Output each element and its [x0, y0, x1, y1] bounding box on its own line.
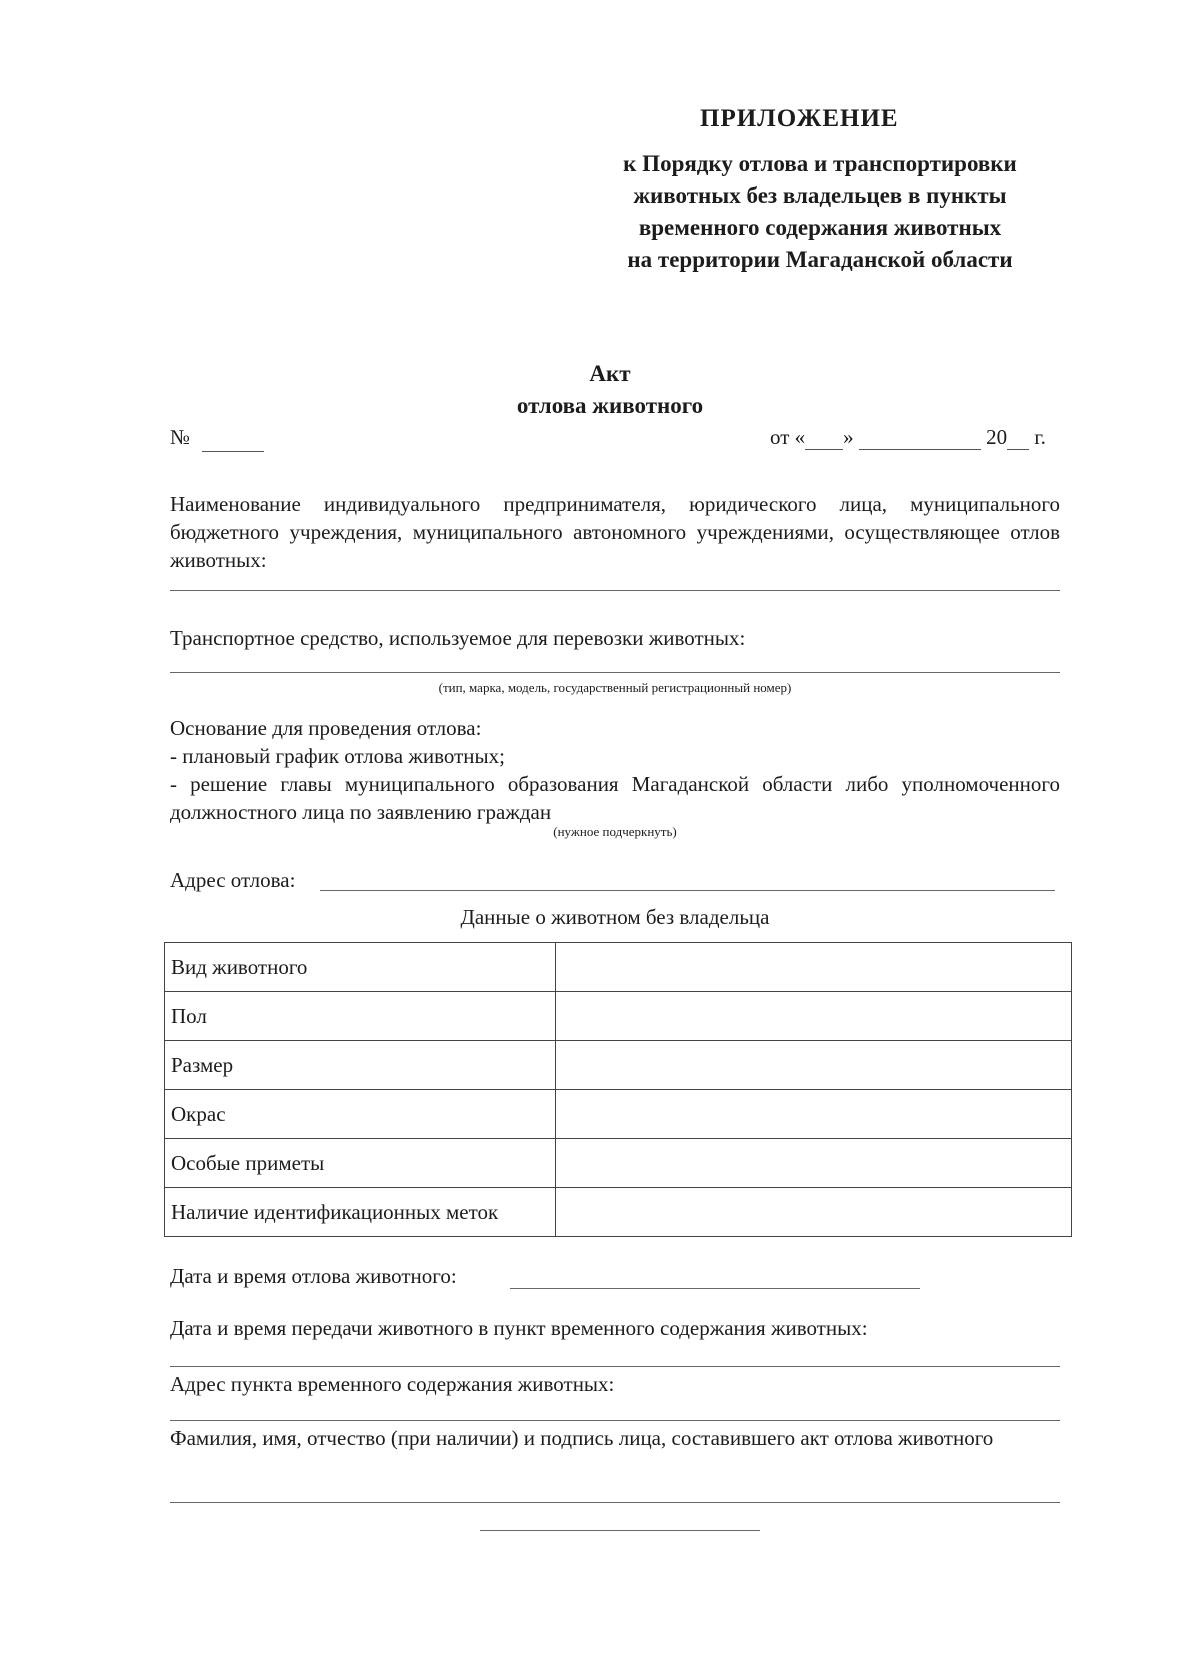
- table-cell-value[interactable]: [556, 992, 1072, 1041]
- act-number-label: №: [170, 425, 191, 449]
- table-cell-value[interactable]: [556, 1139, 1072, 1188]
- act-date: [770, 425, 1090, 450]
- catch-address-field[interactable]: [320, 890, 1055, 891]
- act-title-line2: отлова животного: [516, 393, 704, 418]
- date-suffix: г.: [1034, 425, 1046, 449]
- table-row-label: Особые приметы: [165, 1139, 556, 1188]
- date-month-field[interactable]: [859, 429, 981, 450]
- transport-caption: (тип, марка, модель, государственный регистрационный номер): [438, 680, 792, 695]
- animal-data-table: [164, 942, 1072, 1237]
- transfer-datetime-field[interactable]: [170, 1366, 1060, 1367]
- table-cell-value[interactable]: [556, 943, 1072, 992]
- act-title-line1: Акт: [589, 361, 631, 386]
- table-cell-value[interactable]: [556, 1041, 1072, 1090]
- basis-option-decision: - решение главы муниципального образования Магаданской области либо уполномоченного должностного лица по заявлению граждан: [170, 772, 1060, 824]
- signer-name-field[interactable]: [170, 1502, 1060, 1503]
- table-row-label: Окрас: [165, 1090, 556, 1139]
- catch-datetime-field[interactable]: [510, 1288, 920, 1289]
- date-prefix: от «: [770, 425, 806, 449]
- table-row: [165, 1041, 1072, 1090]
- catch-address-label: Адрес отлова:: [170, 868, 296, 892]
- table-row-label: Вид животного: [165, 943, 556, 992]
- catch-datetime-label: Дата и время отлова животного:: [170, 1264, 457, 1288]
- date-year-prefix: 20: [986, 425, 1008, 449]
- signature-field[interactable]: [480, 1530, 760, 1531]
- catch-basis-block: [170, 714, 1060, 826]
- transport-label: Транспортное средство, используемое для перевозки животных:: [170, 626, 746, 650]
- date-year-field[interactable]: [1007, 429, 1029, 450]
- appendix-line: животных без владельцев в пункты: [633, 183, 1007, 208]
- catcher-organization-field[interactable]: [170, 590, 1060, 591]
- act-title: [460, 358, 760, 422]
- transport-field[interactable]: [170, 672, 1060, 673]
- appendix-title: ПРИЛОЖЕНИЕ: [700, 105, 899, 132]
- table-title: Данные о животном без владельца: [460, 905, 770, 929]
- table-row: [165, 1139, 1072, 1188]
- transfer-datetime-label: Дата и время передачи животного в пункт временного содержания животных:: [170, 1316, 868, 1340]
- basis-option-schedule: - плановый график отлова животных;: [170, 744, 505, 768]
- table-row-label: Пол: [165, 992, 556, 1041]
- signer-label: Фамилия, имя, отчество (при наличии) и подпись лица, составившего акт отлова животного: [170, 1426, 994, 1450]
- appendix-line: к Порядку отлова и транспортировки: [623, 151, 1017, 176]
- act-number-field[interactable]: [202, 451, 264, 452]
- appendix-line: на территории Магаданской области: [627, 247, 1013, 272]
- table-cell-value[interactable]: [556, 1090, 1072, 1139]
- appendix-reference: [560, 148, 1080, 276]
- act-number-date-row: [170, 425, 1090, 457]
- appendix-line: временного содержания животных: [638, 215, 1002, 240]
- table-row: [165, 1090, 1072, 1139]
- table-row: [165, 992, 1072, 1041]
- basis-title: Основание для проведения отлова:: [170, 716, 482, 740]
- table-row-label: Размер: [165, 1041, 556, 1090]
- date-day-field[interactable]: [805, 429, 843, 450]
- basis-caption: (нужное подчеркнуть): [553, 824, 677, 839]
- shelter-address-field[interactable]: [170, 1420, 1060, 1421]
- table-row: [165, 1188, 1072, 1237]
- catcher-organization-label: Наименование индивидуального предпринимателя, юридического лица, муниципального бюджетного учреждения, муниципального автономного учреждениями, осуществляющее отлов животных:: [170, 492, 1060, 572]
- table-cell-value[interactable]: [556, 1188, 1072, 1237]
- table-row: [165, 943, 1072, 992]
- shelter-address-label: Адрес пункта временного содержания животных:: [170, 1372, 615, 1396]
- date-mid: »: [843, 425, 854, 449]
- table-row-label: Наличие идентификационных меток: [165, 1188, 556, 1237]
